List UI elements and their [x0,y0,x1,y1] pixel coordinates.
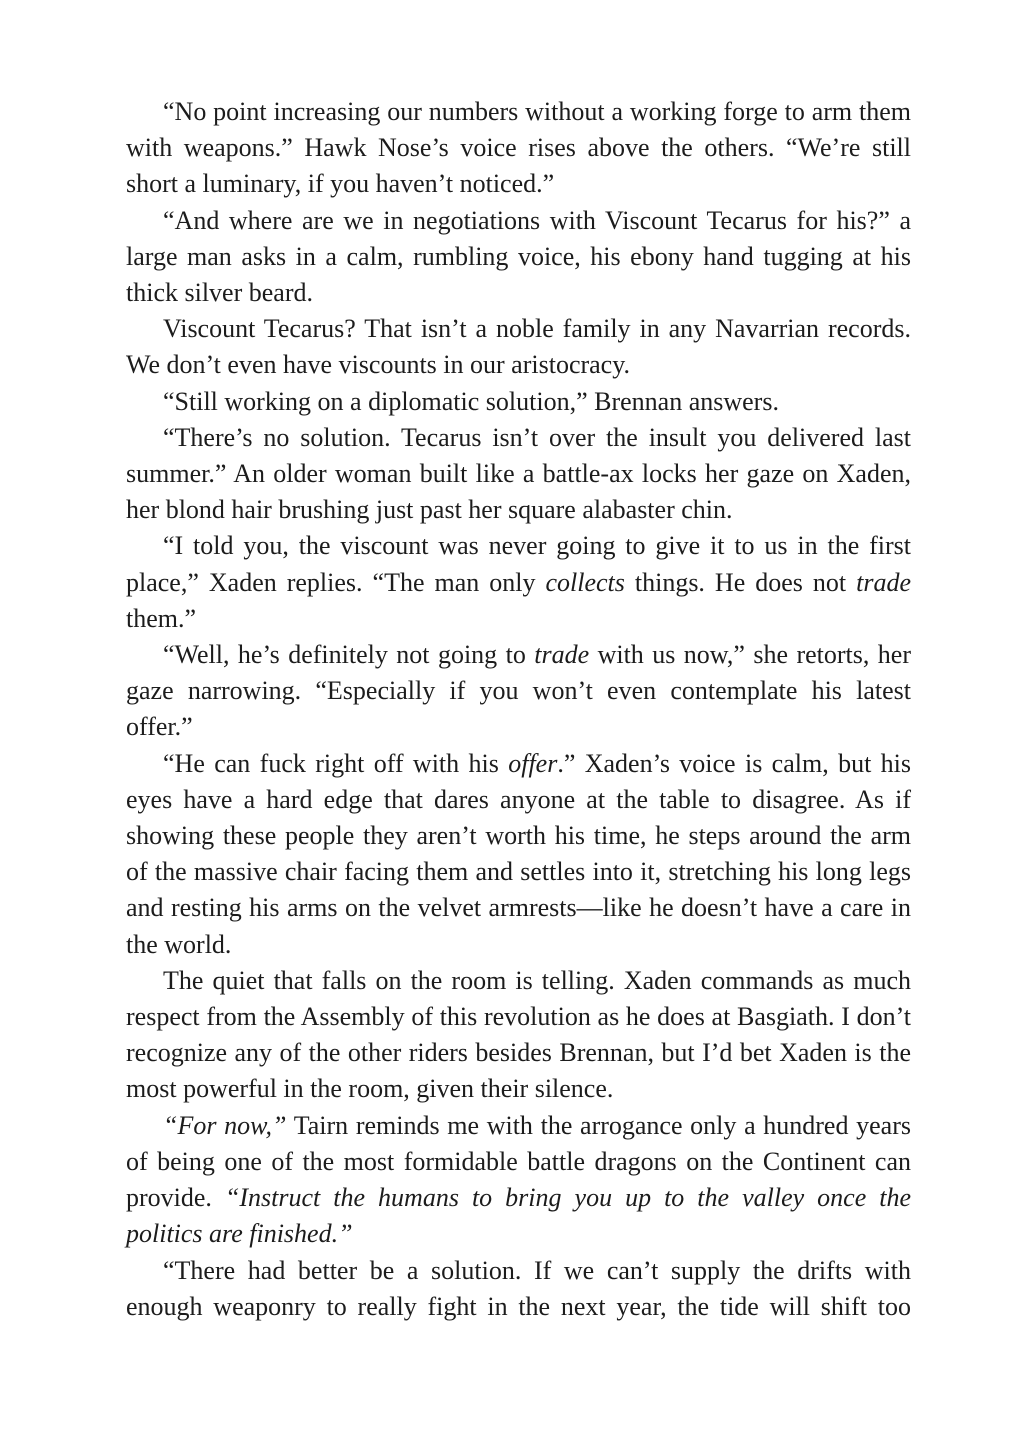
book-page [126,94,911,1325]
paragraph [126,963,911,1108]
paragraph [126,94,911,203]
text-run: “And where are we in negotiations with Viscount Tecarus for his?” a large man asks in a calm, rumbling voice, his ebony hand tugging at his thick silver beard. [126,205,911,308]
paragraph [126,1108,911,1253]
italic-run: offer [508,748,558,778]
paragraph [126,746,911,963]
italic-run: “For now,” [163,1110,287,1140]
text-run: The quiet that falls on the room is telling. Xaden commands as much respect from the Assembly of this revolution as he does at Basgiath. I don’t recognize any of the other riders besides Brennan, but I’d bet Xaden is the most powerful in the room, given their silence. [126,965,911,1104]
text-run: Viscount Tecarus? That isn’t a noble family in any Navarrian records. We don’t even have viscounts in our aristocracy. [126,314,911,380]
italic-run: collects [545,567,625,597]
text-run: “No point increasing our numbers without a working forge to arm them with weapons.” Hawk Nose’s voice rises above the others. “We’re still short a luminary, if you haven’t noticed.” [126,97,911,199]
paragraph [126,528,911,637]
italic-run: trade [534,640,590,670]
text-run: with us now,” she retorts, her gaze narrowing. “Especially if you won’t even contemplate his latest offer.” [126,640,911,742]
paragraph [126,203,911,312]
text-run: them.” [126,603,197,633]
paragraph [126,1253,911,1325]
paragraph [126,420,911,529]
paragraph [126,311,911,383]
text-run: things. He does not [624,567,857,597]
text-run: “Still working on a diplomatic solution,” Brennan answers. [163,386,779,416]
text-run: Tairn reminds me with the arrogance only a hundred years of being one of the most formidable battle dragons on the Continent can provide. [126,1110,911,1213]
italic-run: “Instruct the humans to bring you up to the valley once the politics are finished.” [126,1183,911,1249]
text-run: “I told you, the viscount was never going to give it to us in the first place,” Xaden replies. “The man only [126,531,911,597]
text-run: “He can fuck right off with his [163,748,509,778]
text-run: “There’s no solution. Tecarus isn’t over the insult you delivered last summer.” An older woman built like a battle-ax locks her gaze on Xaden, her blond hair brushing just past her square alabaster chin. [126,422,911,525]
text-run: “There had better be a solution. If we can’t supply the drifts with enough weaponry to really fight in the next year, the tide will shift too [126,1255,911,1321]
italic-run: trade [856,567,911,597]
paragraph [126,384,911,420]
text-run: .” Xaden’s voice is calm, but his eyes have a hard edge that dares anyone at the table to disagree. As if showing these people they aren’t worth his time, he steps around the arm of the massive chair facing them and settles into it, stretching his long legs and resting his arms on the velvet armrests—like he doesn’t have a care in the world. [126,748,911,959]
text-run: “Well, he’s definitely not going to [163,640,535,670]
paragraph [126,637,911,746]
